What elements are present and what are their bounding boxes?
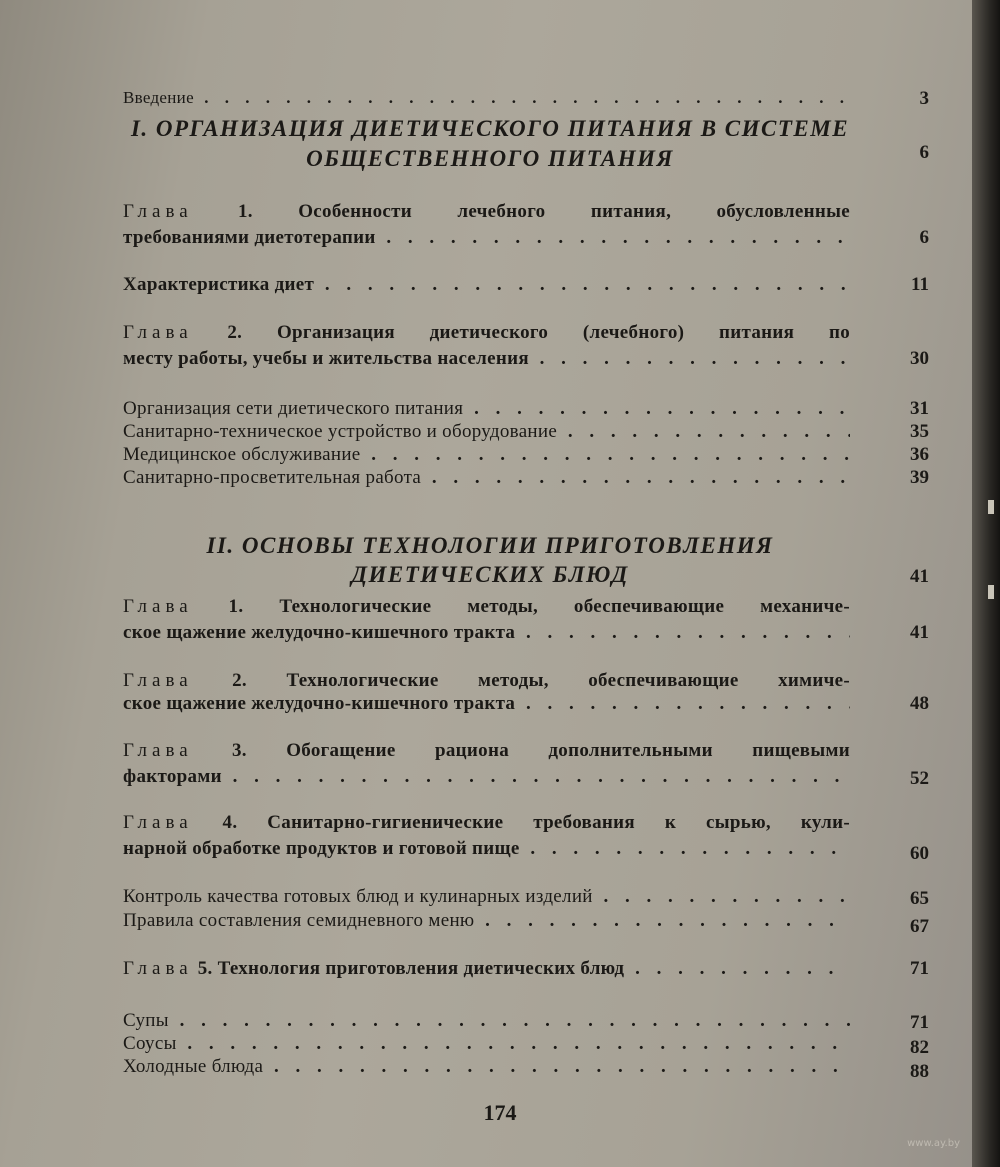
- toc-sub-item-page: 35: [910, 421, 929, 442]
- toc-sub-item-page: 88: [910, 1061, 929, 1082]
- toc-diets: Характеристика диет . . .: [123, 274, 850, 296]
- toc-sub-item-page: 67: [910, 916, 929, 937]
- part2-ch2-line1: Глава 2. Технологические методы, обеспечивающие химиче-: [123, 670, 850, 691]
- part2-ch3-line2: факторами . . .: [123, 766, 850, 788]
- part2-ch5-line1: Глава 5. Технология приготовления диетических блюд . . .: [123, 958, 850, 980]
- part2-title-line2: ДИЕТИЧЕСКИХ БЛЮД: [351, 562, 629, 587]
- toc-sub-item-page: 36: [910, 444, 929, 465]
- toc-sub-item-page: 31: [910, 398, 929, 419]
- part1-page: 6: [919, 142, 929, 163]
- part2-ch2-page: 48: [910, 693, 929, 714]
- part1-ch1-page: 6: [919, 227, 929, 248]
- part1-ch1-line1: Глава 1. Особенности лечебного питания, обусловленные: [123, 201, 850, 222]
- part2-ch4-line1: Глава 4. Санитарно-гигиенические требования к сырью, кули-: [123, 812, 850, 833]
- toc-sub-item: Правила составления семидневного меню . . .: [123, 910, 850, 932]
- toc-sub-item-page: 71: [910, 1012, 929, 1033]
- toc-sub-item: Супы . . .: [123, 1010, 850, 1032]
- part1-title-line1: I. ОРГАНИЗАЦИЯ ДИЕТИЧЕСКОГО ПИТАНИЯ В СИСТЕМЕ: [130, 116, 850, 141]
- toc-sub-item-page: 65: [910, 888, 929, 909]
- part2-ch4-page: 60: [910, 843, 929, 864]
- toc-sub-item: Организация сети диетического питания . . .: [123, 398, 850, 420]
- part2-ch3-line1: Глава 3. Обогащение рациона дополнительными пищевыми: [123, 740, 850, 761]
- toc-sub-item-page: 82: [910, 1037, 929, 1058]
- part1-ch2-line1: Глава 2. Организация диетического (лечебного) питания по: [123, 322, 850, 343]
- part1-ch2-line2: месту работы, учебы и жительства населения . . .: [123, 348, 850, 370]
- toc-sub-item: Санитарно-техническое устройство и оборудование . . .: [123, 421, 850, 443]
- book-gutter: [972, 0, 1000, 1167]
- part2-ch5-page: 71: [910, 958, 929, 979]
- spine-mark: [988, 585, 994, 599]
- part1-title-line2: ОБЩЕСТВЕННОГО ПИТАНИЯ: [306, 146, 674, 171]
- toc-sub-item: Медицинское обслуживание . . .: [123, 444, 850, 466]
- part2-title-line1: II. ОСНОВЫ ТЕХНОЛОГИИ ПРИГОТОВЛЕНИЯ: [206, 533, 774, 558]
- toc-sub-item: Контроль качества готовых блюд и кулинарных изделий . . .: [123, 886, 850, 908]
- toc-intro: Введение . . .: [123, 88, 850, 108]
- toc-intro-page: 3: [919, 88, 929, 109]
- part2-ch2-line2: ское щажение желудочно-кишечного тракта . . .: [123, 693, 850, 715]
- watermark: www.ay.by: [907, 1138, 960, 1149]
- toc-diets-page: 11: [911, 274, 929, 295]
- part2-ch1-page: 41: [910, 622, 929, 643]
- spine-mark: [988, 500, 994, 514]
- toc-sub-item-page: 39: [910, 467, 929, 488]
- part1-ch1-line2: требованиями диетотерапии . . .: [123, 227, 850, 249]
- part2-ch3-page: 52: [910, 768, 929, 789]
- part1-ch2-page: 30: [910, 348, 929, 369]
- toc-sub-item: Соусы . . .: [123, 1033, 850, 1055]
- part2-ch1-line2: ское щажение желудочно-кишечного тракта . . .: [123, 622, 850, 644]
- part2-page: 41: [910, 566, 929, 587]
- toc-sub-item: Холодные блюда . . .: [123, 1056, 850, 1078]
- part2-ch1-line1: Глава 1. Технологические методы, обеспечивающие механиче-: [123, 596, 850, 617]
- page-number: 174: [483, 1100, 517, 1125]
- toc-sub-item: Санитарно-просветительная работа . . .: [123, 467, 850, 489]
- part2-ch4-line2: нарной обработке продуктов и готовой пище . . .: [123, 838, 850, 860]
